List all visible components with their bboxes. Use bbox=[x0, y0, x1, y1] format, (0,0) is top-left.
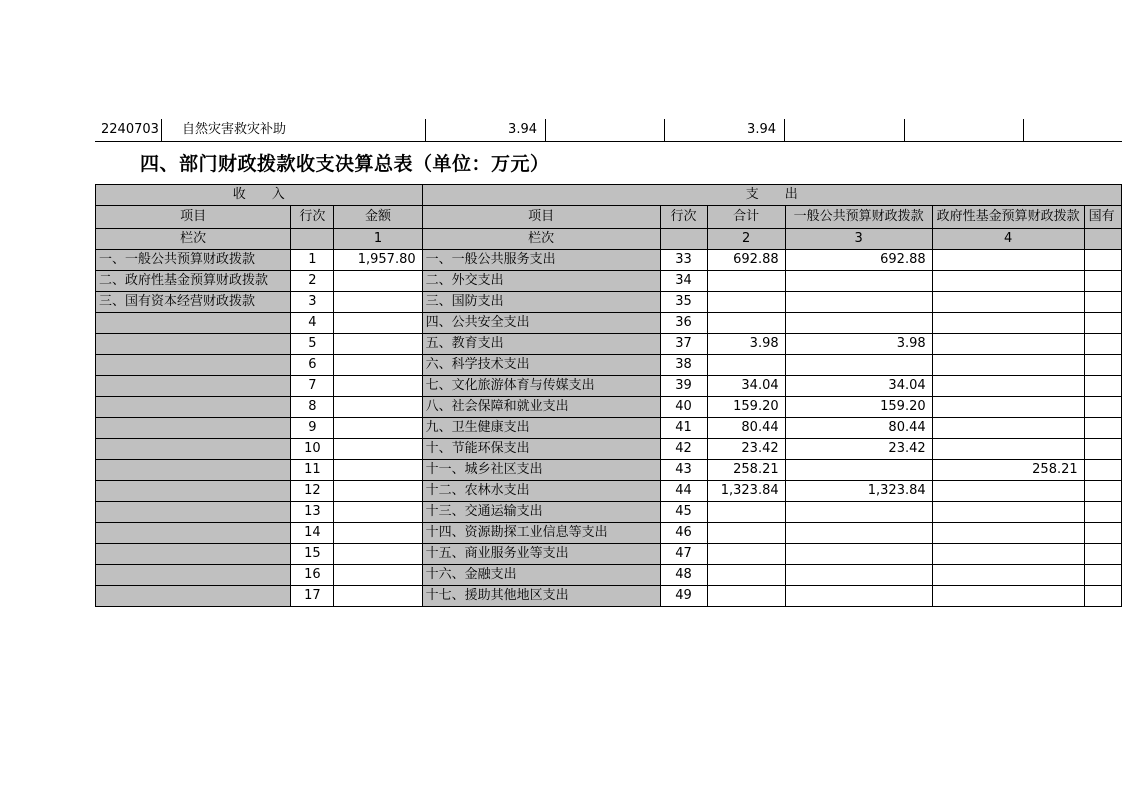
income-item bbox=[96, 523, 291, 544]
table-row bbox=[96, 523, 1122, 544]
income-row-no: 4 bbox=[291, 313, 334, 334]
partial-column-cell bbox=[1084, 250, 1121, 271]
table-row bbox=[96, 355, 1122, 376]
income-amount: 1,957.80 bbox=[334, 250, 422, 271]
general-budget-amount: 1,323.84 bbox=[785, 481, 932, 502]
partial-column-cell bbox=[1084, 439, 1121, 460]
prev-row-blank-3 bbox=[904, 119, 1023, 141]
table-row bbox=[96, 481, 1122, 502]
expense-item: 二、外交支出 bbox=[422, 271, 660, 292]
table-row bbox=[96, 250, 1122, 271]
expense-row-no: 37 bbox=[660, 334, 707, 355]
expense-row-no: 39 bbox=[660, 376, 707, 397]
expense-item: 十一、城乡社区支出 bbox=[422, 460, 660, 481]
income-amount bbox=[334, 523, 422, 544]
income-amount bbox=[334, 544, 422, 565]
income-item: 二、政府性基金预算财政拨款 bbox=[96, 271, 291, 292]
table-row bbox=[96, 271, 1122, 292]
col-label-blank-1 bbox=[291, 229, 334, 250]
fund-budget-amount bbox=[932, 544, 1084, 565]
general-budget-amount: 159.20 bbox=[785, 397, 932, 418]
expense-total bbox=[707, 544, 785, 565]
fund-budget-amount bbox=[932, 523, 1084, 544]
expense-item: 十、节能环保支出 bbox=[422, 439, 660, 460]
general-budget-amount bbox=[785, 292, 932, 313]
prev-row-blank-1 bbox=[545, 119, 664, 141]
partial-column-cell bbox=[1084, 397, 1121, 418]
income-amount bbox=[334, 376, 422, 397]
table-row bbox=[96, 376, 1122, 397]
expense-item: 三、国防支出 bbox=[422, 292, 660, 313]
income-row-no: 14 bbox=[291, 523, 334, 544]
expense-row-no: 40 bbox=[660, 397, 707, 418]
expense-total bbox=[707, 313, 785, 334]
fund-budget-amount bbox=[932, 376, 1084, 397]
fund-budget-amount bbox=[932, 502, 1084, 523]
fund-budget-amount bbox=[932, 586, 1084, 607]
col-label-blank-2 bbox=[660, 229, 707, 250]
expense-item-header: 项目 bbox=[422, 206, 660, 229]
partial-column-cell bbox=[1084, 313, 1121, 334]
income-row-no: 15 bbox=[291, 544, 334, 565]
income-amount bbox=[334, 397, 422, 418]
expense-total bbox=[707, 565, 785, 586]
expense-row-no: 42 bbox=[660, 439, 707, 460]
expense-item: 一、一般公共服务支出 bbox=[422, 250, 660, 271]
table-row bbox=[96, 397, 1122, 418]
partial-column-cell bbox=[1084, 502, 1121, 523]
income-amount bbox=[334, 565, 422, 586]
income-row-no: 17 bbox=[291, 586, 334, 607]
partial-column-cell bbox=[1084, 334, 1121, 355]
income-amount bbox=[334, 292, 422, 313]
prev-row-value-1: 3.94 bbox=[425, 119, 545, 141]
income-amount bbox=[334, 481, 422, 502]
expense-total bbox=[707, 355, 785, 376]
expense-row-no: 43 bbox=[660, 460, 707, 481]
expense-total: 159.20 bbox=[707, 397, 785, 418]
income-row-no: 9 bbox=[291, 418, 334, 439]
page-title: 四、部门财政拨款收支决算总表（单位：万元） bbox=[140, 153, 550, 175]
income-row-no: 6 bbox=[291, 355, 334, 376]
general-budget-amount: 3.98 bbox=[785, 334, 932, 355]
expense-row-no: 45 bbox=[660, 502, 707, 523]
prev-row-name: 自然灾害救灾补助 bbox=[161, 119, 425, 141]
expense-item: 十六、金融支出 bbox=[422, 565, 660, 586]
income-amount bbox=[334, 460, 422, 481]
income-header: 收 入 bbox=[96, 185, 423, 206]
expense-row-no: 49 bbox=[660, 586, 707, 607]
general-budget-amount: 34.04 bbox=[785, 376, 932, 397]
table-row bbox=[96, 418, 1122, 439]
income-row-no: 1 bbox=[291, 250, 334, 271]
table-row bbox=[96, 292, 1122, 313]
table-row bbox=[96, 334, 1122, 355]
expense-item: 十二、农林水支出 bbox=[422, 481, 660, 502]
expense-total: 3.98 bbox=[707, 334, 785, 355]
income-row-no: 11 bbox=[291, 460, 334, 481]
income-row-no: 5 bbox=[291, 334, 334, 355]
expense-item: 五、教育支出 bbox=[422, 334, 660, 355]
expense-row-no: 47 bbox=[660, 544, 707, 565]
income-amount bbox=[334, 355, 422, 376]
expense-total: 692.88 bbox=[707, 250, 785, 271]
expense-item: 七、文化旅游体育与传媒支出 bbox=[422, 376, 660, 397]
expense-row-no: 35 bbox=[660, 292, 707, 313]
table-row bbox=[96, 586, 1122, 607]
fund-budget-amount bbox=[932, 565, 1084, 586]
expense-row-no: 44 bbox=[660, 481, 707, 502]
expense-item: 八、社会保障和就业支出 bbox=[422, 397, 660, 418]
expense-total bbox=[707, 292, 785, 313]
expense-total bbox=[707, 271, 785, 292]
income-row-no: 16 bbox=[291, 565, 334, 586]
partial-column-cell bbox=[1084, 418, 1121, 439]
fund-budget-amount bbox=[932, 439, 1084, 460]
fund-budget-amount bbox=[932, 355, 1084, 376]
income-row-no: 8 bbox=[291, 397, 334, 418]
income-item bbox=[96, 586, 291, 607]
col-number-5 bbox=[1084, 229, 1121, 250]
income-item bbox=[96, 313, 291, 334]
partial-column-cell bbox=[1084, 376, 1121, 397]
expense-item: 十七、援助其他地区支出 bbox=[422, 586, 660, 607]
fiscal-appropriation-table bbox=[95, 184, 1122, 607]
general-budget-header: 一般公共预算财政拨款 bbox=[785, 206, 932, 229]
fund-budget-amount bbox=[932, 397, 1084, 418]
income-item bbox=[96, 481, 291, 502]
income-item bbox=[96, 355, 291, 376]
expense-row-no: 36 bbox=[660, 313, 707, 334]
table-row bbox=[96, 313, 1122, 334]
expense-header: 支 出 bbox=[422, 185, 1121, 206]
expense-item: 十四、资源勘探工业信息等支出 bbox=[422, 523, 660, 544]
col-number-3: 3 bbox=[785, 229, 932, 250]
fund-budget-header: 政府性基金预算财政拨款 bbox=[932, 206, 1084, 229]
expense-total bbox=[707, 502, 785, 523]
income-row-no: 12 bbox=[291, 481, 334, 502]
income-item: 三、国有资本经营财政拨款 bbox=[96, 292, 291, 313]
prev-row-blank-2 bbox=[784, 119, 904, 141]
previous-table-row bbox=[95, 119, 1122, 142]
col-label-income: 栏次 bbox=[96, 229, 291, 250]
fund-budget-amount bbox=[932, 418, 1084, 439]
expense-item: 六、科学技术支出 bbox=[422, 355, 660, 376]
table-row bbox=[96, 460, 1122, 481]
table-row bbox=[96, 565, 1122, 586]
partial-column-cell bbox=[1084, 523, 1121, 544]
income-amount bbox=[334, 313, 422, 334]
income-amount bbox=[334, 439, 422, 460]
income-amount bbox=[334, 586, 422, 607]
expense-row-no: 33 bbox=[660, 250, 707, 271]
table-row bbox=[96, 439, 1122, 460]
income-item bbox=[96, 565, 291, 586]
total-header: 合计 bbox=[707, 206, 785, 229]
fund-budget-amount bbox=[932, 292, 1084, 313]
income-item bbox=[96, 544, 291, 565]
income-item bbox=[96, 418, 291, 439]
general-budget-amount bbox=[785, 460, 932, 481]
income-amount bbox=[334, 334, 422, 355]
income-item: 一、一般公共预算财政拨款 bbox=[96, 250, 291, 271]
income-item bbox=[96, 439, 291, 460]
income-amount bbox=[334, 502, 422, 523]
expense-row-no-header: 行次 bbox=[660, 206, 707, 229]
income-amount-header: 金额 bbox=[334, 206, 422, 229]
table-row bbox=[96, 544, 1122, 565]
expense-row-no: 38 bbox=[660, 355, 707, 376]
partial-column-cell bbox=[1084, 544, 1121, 565]
expense-total: 34.04 bbox=[707, 376, 785, 397]
expense-row-no: 48 bbox=[660, 565, 707, 586]
income-row-no: 13 bbox=[291, 502, 334, 523]
expense-row-no: 46 bbox=[660, 523, 707, 544]
income-row-no: 3 bbox=[291, 292, 334, 313]
expense-total: 258.21 bbox=[707, 460, 785, 481]
income-amount bbox=[334, 418, 422, 439]
income-item-header: 项目 bbox=[96, 206, 291, 229]
general-budget-amount bbox=[785, 502, 932, 523]
expense-total: 80.44 bbox=[707, 418, 785, 439]
income-item bbox=[96, 376, 291, 397]
income-row-no: 2 bbox=[291, 271, 334, 292]
general-budget-amount bbox=[785, 565, 932, 586]
partial-column-cell bbox=[1084, 586, 1121, 607]
partial-column-cell bbox=[1084, 355, 1121, 376]
general-budget-amount bbox=[785, 586, 932, 607]
prev-row-blank-4 bbox=[1023, 119, 1122, 141]
fund-budget-amount bbox=[932, 271, 1084, 292]
table-row bbox=[96, 502, 1122, 523]
general-budget-amount: 692.88 bbox=[785, 250, 932, 271]
income-item bbox=[96, 397, 291, 418]
expense-row-no: 34 bbox=[660, 271, 707, 292]
partial-column-cell bbox=[1084, 460, 1121, 481]
fund-budget-amount bbox=[932, 334, 1084, 355]
fund-budget-amount bbox=[932, 481, 1084, 502]
fund-budget-amount bbox=[932, 250, 1084, 271]
col-number-2: 2 bbox=[707, 229, 785, 250]
income-amount bbox=[334, 271, 422, 292]
expense-total: 1,323.84 bbox=[707, 481, 785, 502]
col-number-4: 4 bbox=[932, 229, 1084, 250]
general-budget-amount bbox=[785, 355, 932, 376]
prev-row-value-2: 3.94 bbox=[664, 119, 784, 141]
income-row-no: 10 bbox=[291, 439, 334, 460]
partial-column-cell bbox=[1084, 271, 1121, 292]
partial-column-cell bbox=[1084, 292, 1121, 313]
expense-item: 九、卫生健康支出 bbox=[422, 418, 660, 439]
general-budget-amount bbox=[785, 271, 932, 292]
income-item bbox=[96, 460, 291, 481]
expense-total: 23.42 bbox=[707, 439, 785, 460]
expense-item: 十五、商业服务业等支出 bbox=[422, 544, 660, 565]
income-item bbox=[96, 334, 291, 355]
income-item bbox=[96, 502, 291, 523]
partial-column-cell bbox=[1084, 565, 1121, 586]
expense-total bbox=[707, 523, 785, 544]
general-budget-amount bbox=[785, 313, 932, 334]
general-budget-amount: 23.42 bbox=[785, 439, 932, 460]
expense-total bbox=[707, 586, 785, 607]
col-label-expense: 栏次 bbox=[422, 229, 660, 250]
partial-column-cell bbox=[1084, 481, 1121, 502]
col-number-1: 1 bbox=[334, 229, 422, 250]
general-budget-amount bbox=[785, 523, 932, 544]
expense-item: 四、公共安全支出 bbox=[422, 313, 660, 334]
general-budget-amount bbox=[785, 544, 932, 565]
income-row-no: 7 bbox=[291, 376, 334, 397]
partial-column-header: 国有 bbox=[1084, 206, 1121, 229]
expense-item: 十三、交通运输支出 bbox=[422, 502, 660, 523]
fund-budget-amount bbox=[932, 313, 1084, 334]
fund-budget-amount: 258.21 bbox=[932, 460, 1084, 481]
expense-row-no: 41 bbox=[660, 418, 707, 439]
general-budget-amount: 80.44 bbox=[785, 418, 932, 439]
income-row-no-header: 行次 bbox=[291, 206, 334, 229]
prev-row-code: 2240703 bbox=[101, 122, 159, 137]
